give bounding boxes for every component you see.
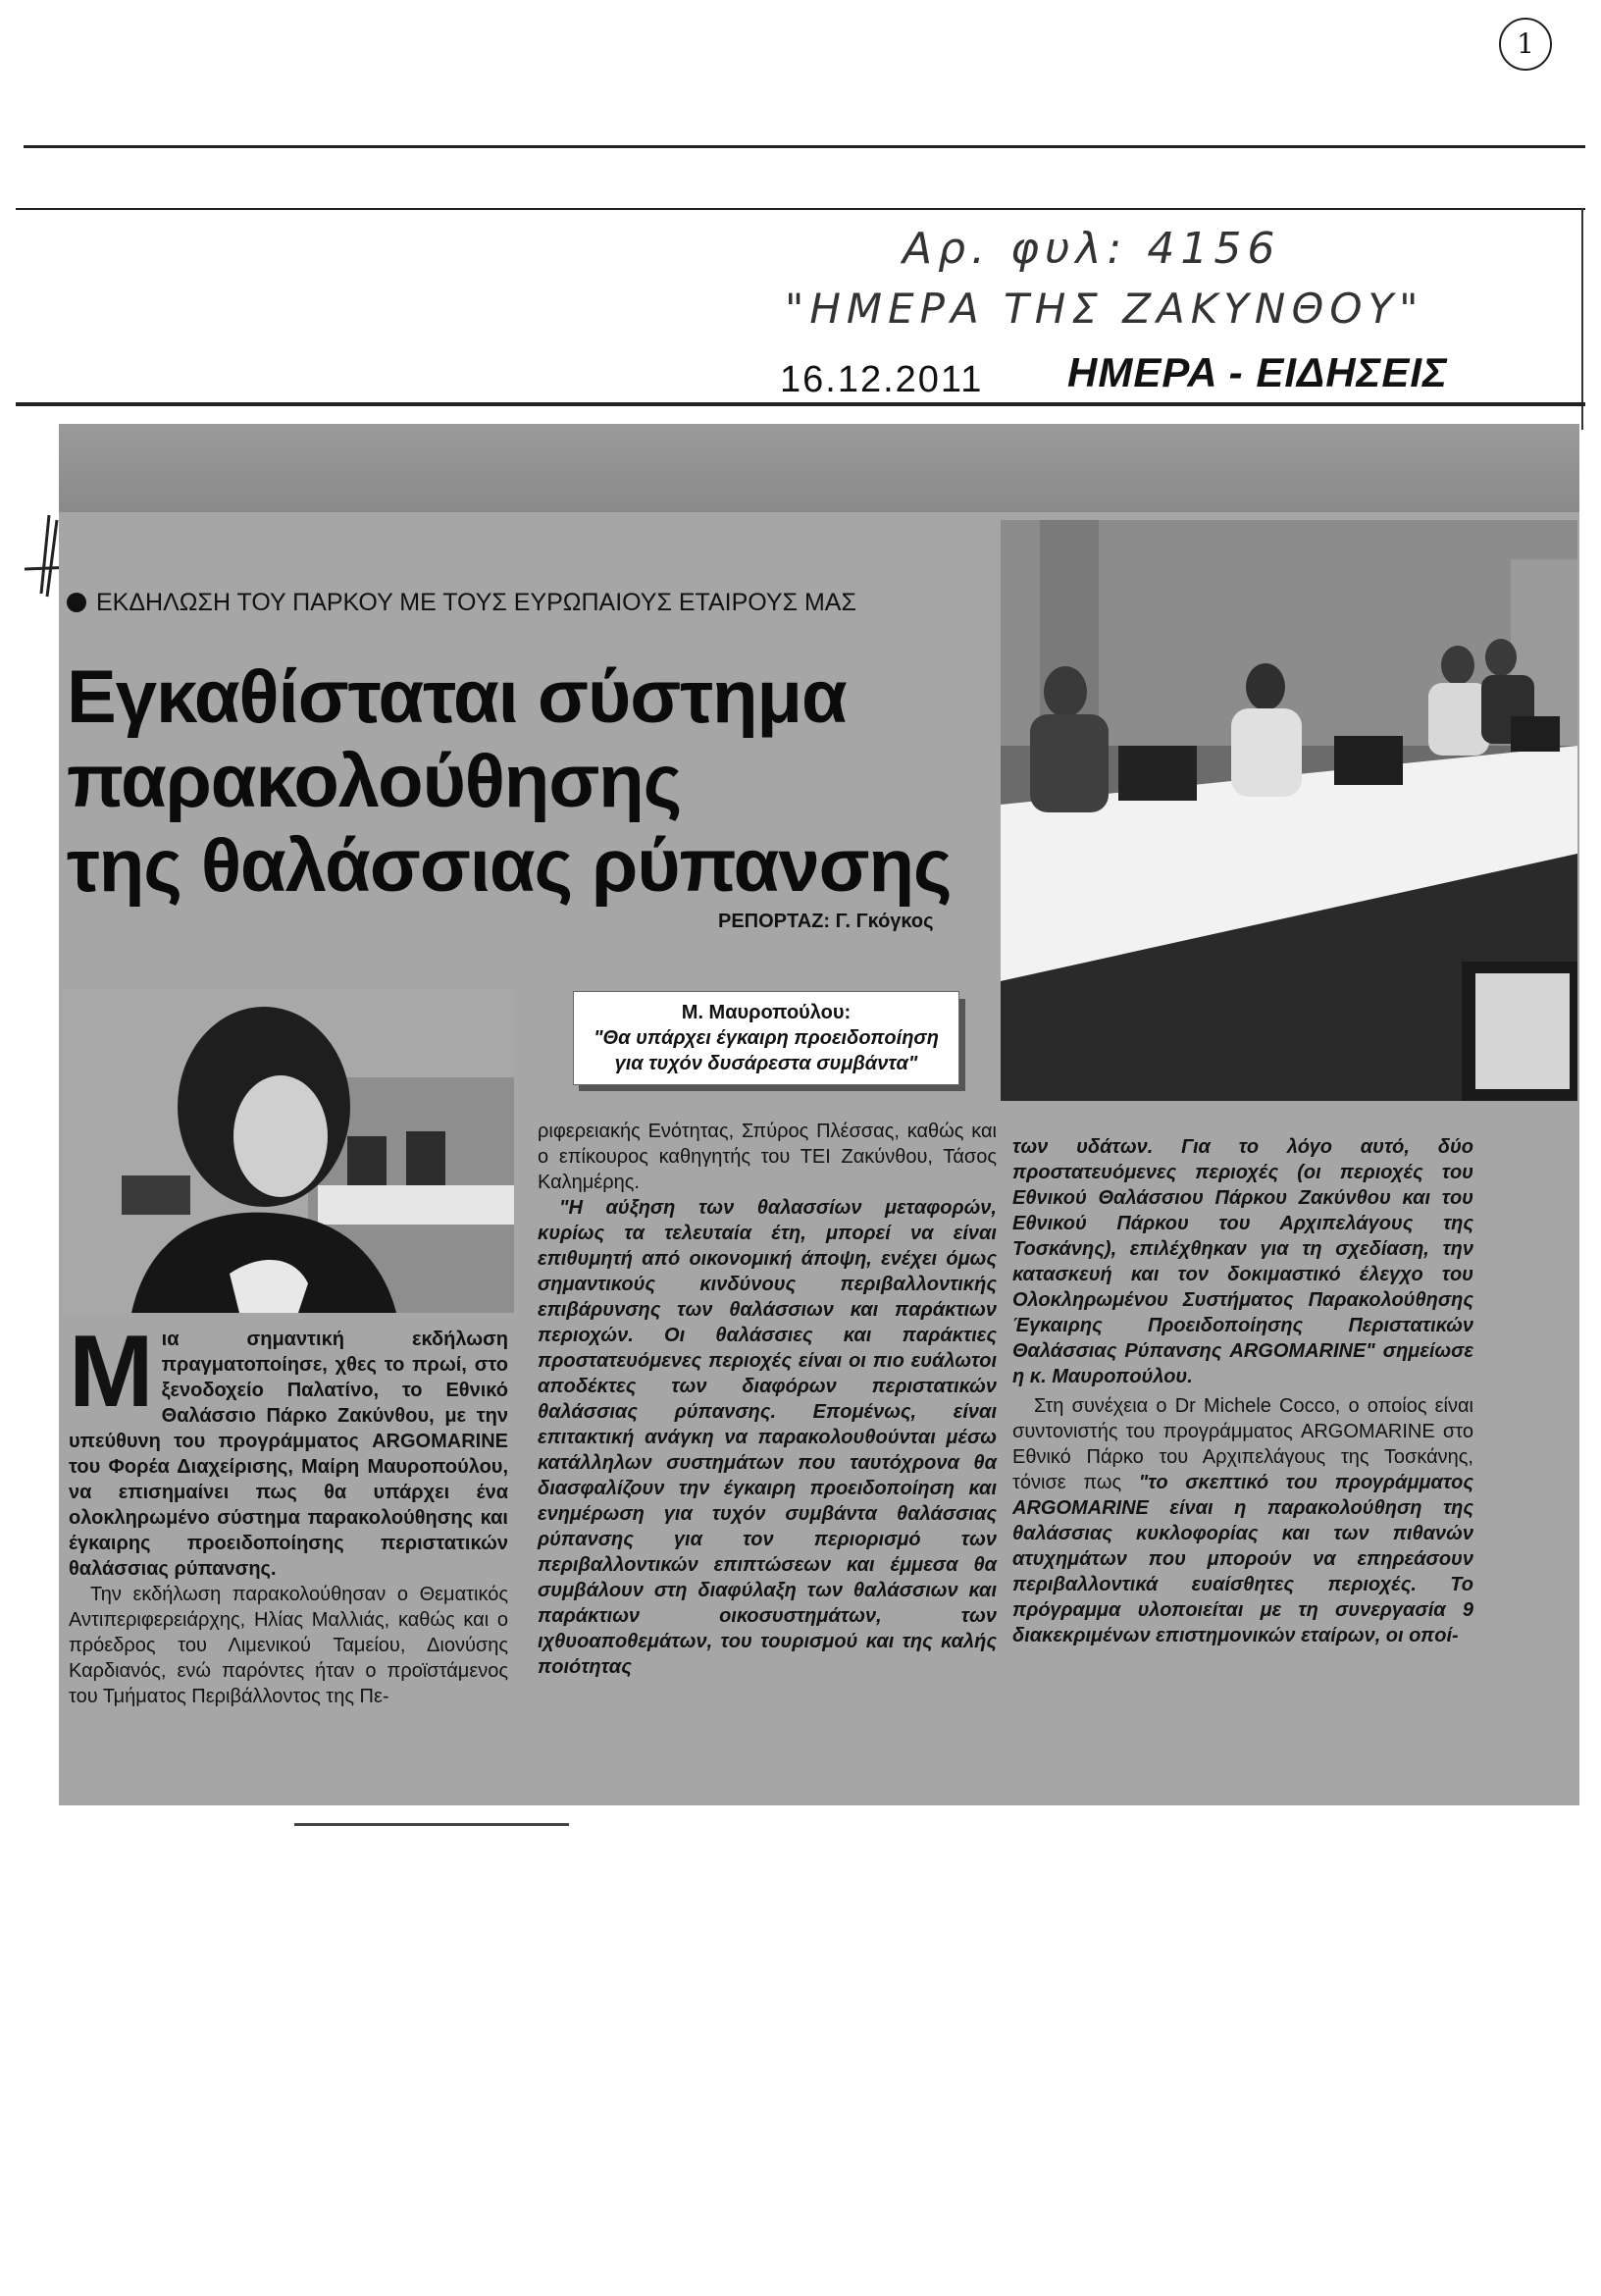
headline-line-1: Εγκαθίσταται σύστημα: [67, 655, 847, 739]
page-number-mark: [1499, 18, 1552, 71]
masthead-rule: [16, 402, 1585, 406]
col3-paragraph-2-intro: Στη συνέχεια ο Dr Michele Cocco, ο οποίος είναι συντονιστής του προγράμματος ARGOMARINE στο Εθνικό Πάρκο του Αρχιπελάγους της Τοσκάνης, τόνισε πως: [1012, 1395, 1473, 1493]
col2-paragraph-1: ριφερειακής Ενότητας, Σπύρος Πλέσσας, καθώς και ο επίκουρος καθηγητής του ΤΕΙ Ζακύνθου, Τάσος Καλημέρης.: [538, 1121, 997, 1193]
clipping-right-edge: [1581, 208, 1583, 430]
article-column-1: [69, 1315, 508, 1709]
portrait-photo: [63, 989, 514, 1313]
section-title: ΗΜΕΡΑ - ΕΙΔΗΣΕΙΣ: [1067, 349, 1448, 395]
pullquote-box: [573, 991, 959, 1085]
page-number-text: 1: [1517, 27, 1534, 60]
pullquote-shadow: [579, 1085, 965, 1091]
handwritten-newspaper-name: "ΗΜΕΡΑ ΤΗΣ ΖΑΚΥΝΘΟΥ": [785, 285, 1424, 333]
col2-quote-paragraph: "Η αύξηση των θαλασσίων μεταφορών, κυρίως τα τελευταία έτη, μπορεί να είναι επιθυμητή από οικονομική άποψη, ενέχει όμως σημαντικούς κινδύνους περιβαλλοντικής επιβάρυνσης των θαλάσσιων και παράκτιων περιοχών. Οι θαλάσσιες και παράκτιες προστατευόμενες περιοχές είναι οι πιο ευάλωτοι αποδέκτες των διαφόρων περιστατικών θαλάσσιας ρύπανσης. Επομένως, είναι επιτακτική ανάγκη να παρακολουθούνται μέσω κατάλληλων συστημάτων που ταυτόχρονα θα διασφαλίζουν την έγκαιρη προειδοποίηση και ενημέρωση για τυχόν συμβάντα θαλάσσιας ρύπανσης για τον περιορισμό των περιβαλλοντικών επιπτώσεων και έμμεσα θα συμβάλουν στη διαφύλαξη των θαλάσσιων και παράκτιων οικοσυστημάτων, των ιχθυοαποθεμάτων, του τουρισμού και της καλής ποιότητας: [538, 1197, 997, 1678]
top-rule: [24, 145, 1585, 148]
handwritten-archive-number: Αρ. φυλ: 4156: [903, 224, 1281, 274]
article-byline: ΡΕΠΟΡΤΑΖ: Γ. Γκόγκος: [718, 911, 934, 932]
meeting-room-photo: [1001, 520, 1577, 1101]
kicker-text: ΕΚΔΗΛΩΣΗ ΤΟΥ ΠΑΡΚΟΥ ΜΕ ΤΟΥΣ ΕΥΡΩΠΑΙΟΥΣ ΕΤΑΙΡΟΥΣ ΜΑΣ: [96, 589, 856, 616]
clipping-bottom-residue: [294, 1823, 569, 1826]
article-headline: [67, 655, 989, 909]
headline-line-3: της θαλάσσιας ρύπανσης: [67, 824, 952, 908]
meeting-room-photo-drawing: [1001, 520, 1577, 1101]
clipping-top-rule: [16, 208, 1585, 210]
col3-paragraph-2-quote: "το σκεπτικό του προγράμματος ARGOMARINE είναι η παρακολούθηση της θαλάσσιας κυκλοφορίας και των πιθανών ατυχημάτων που μπορούν να επηρεάσουν περιβαλλοντικά ευαίσθητες περιοχές. Το πρόγραμμα υλοποιείται με τη συνεργασία 9 διακεκριμένων επιστημονικών εταίρων, οι οποί-: [1012, 1472, 1473, 1646]
article-top-band: [59, 424, 1579, 512]
pullquote-line-1: "Θα υπάρχει έγκαιρη προειδοποίηση: [594, 1027, 939, 1049]
dropcap-letter: Μ: [69, 1315, 154, 1429]
bullet-icon: [67, 593, 86, 612]
pullquote-speaker: Μ. Μαυροπούλου:: [681, 1002, 852, 1023]
headline-line-2: παρακολούθησης: [67, 740, 682, 823]
col1-paragraph-2: Την εκδήλωση παρακολούθησαν ο Θεματικός Αντιπεριφερειάρχης, Ηλίας Μαλλιάς, καθώς και ο πρόεδρος του Λιμενικού Ταμείου, Διονύσης Καρδιανός, ενώ παρόντες ήταν ο προϊστάμενος του Τμήματος Περιβάλλοντος της Πε-: [69, 1584, 508, 1707]
pullquote-line-2: για τυχόν δυσάρεστα συμβάντα": [614, 1053, 918, 1074]
portrait-photo-drawing: [63, 989, 514, 1313]
article-kicker: [67, 589, 856, 617]
publication-date: 16.12.2011: [780, 359, 984, 400]
pullquote-shadow-side: [959, 999, 965, 1091]
col3-quote-paragraph: των υδάτων. Για το λόγο αυτό, δύο προστατευόμενες περιοχές (οι περιοχές του Εθνικού Θαλάσσιου Πάρκου Ζακύνθου και του Εθνικού Πάρκου του Αρχιπελάγους της Τοσκάνης), επιλέχθηκαν για τη σχεδίαση, την κατασκευή και τον δοκιμαστικό έλεγχο του Ολοκληρωμένου Συστήματος Παρακολούθησης Έγκαιρης Προειδοποίησης Περιστατικών Θαλάσσιας Ρύπανσης ARGOMARINE" σημείωσε η κ. Μαυροπούλου.: [1012, 1136, 1473, 1387]
article-column-2: [538, 1119, 997, 1680]
col1-lead-paragraph: ια σημαντική εκδήλωση πραγματοποίησε, χθες το πρωί, στο ξενοδοχείο Παλατίνο, το Εθνικό Θαλάσσιο Πάρκο Ζακύνθου, με την υπεύθυνη του προγράμματος ARGOMARINE του Φορέα Διαχείρισης, Μαίρη Μαυροπούλου, να επισημαίνει πως θα υπάρχει ένα ολοκληρωμένο σύστημα παρακολούθησης και έγκαιρης προειδοποίησης περιστατικών θαλάσσιας ρύπανσης.: [69, 1329, 508, 1580]
article-column-3: [1012, 1134, 1473, 1648]
